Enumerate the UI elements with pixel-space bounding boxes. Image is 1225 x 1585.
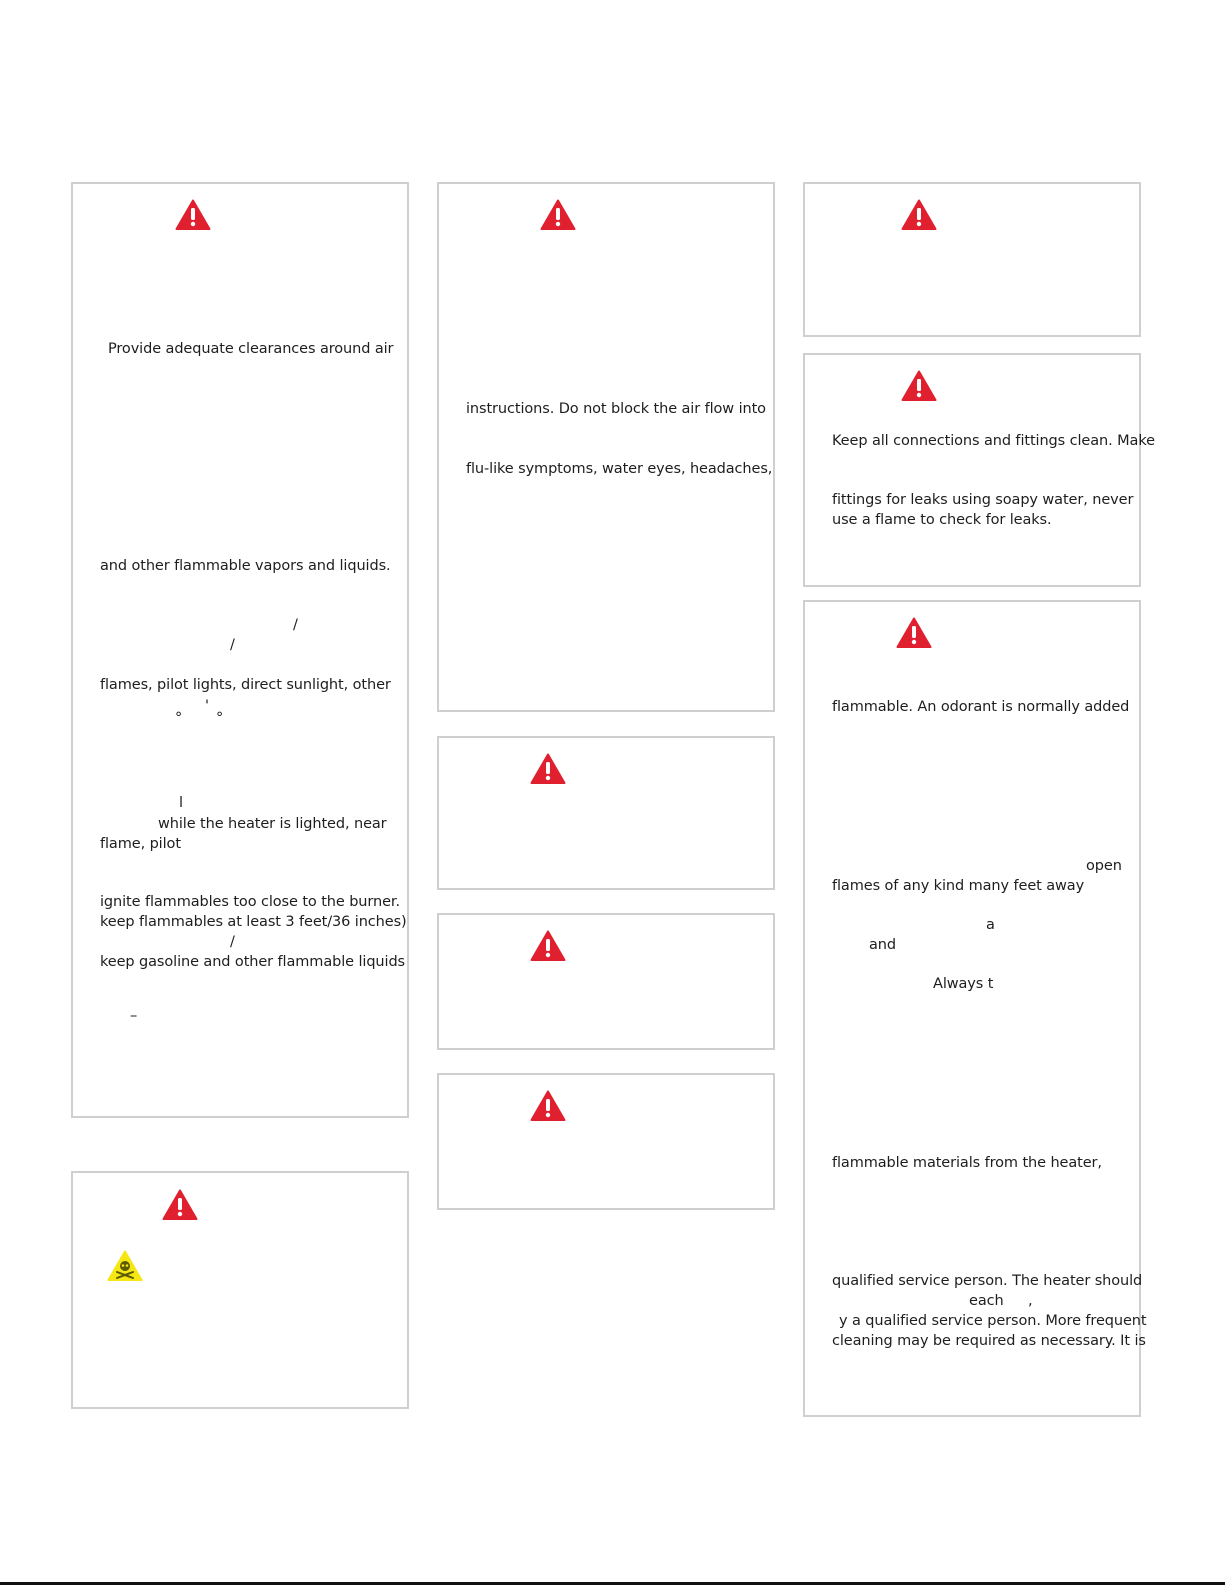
text-fragment: ° — [216, 710, 224, 726]
text-fragment: a — [986, 917, 995, 933]
text-fragment: l — [179, 795, 183, 811]
warning-box-col1-2 — [71, 1171, 409, 1409]
text-line: y a qualified service person. More frequent — [839, 1313, 1147, 1329]
warning-triangle-icon — [530, 1090, 566, 1122]
text-fragment: ' — [205, 698, 209, 714]
text-fragment: – — [130, 1008, 138, 1024]
text-fragment: / — [230, 934, 235, 950]
text-line: flame, pilot — [100, 836, 181, 852]
warning-triangle-icon — [540, 199, 576, 231]
warning-triangle-icon — [162, 1189, 198, 1221]
warning-box-col3-3 — [803, 600, 1147, 1417]
warning-triangle-icon — [530, 930, 566, 962]
text-line: keep flammables at least 3 feet/36 inches) — [100, 914, 407, 930]
text-line: qualified service person. The heater should — [832, 1273, 1143, 1289]
text-fragment: each — [969, 1293, 1004, 1309]
text-fragment: Always t — [933, 976, 994, 992]
text-fragment: open — [1086, 858, 1122, 874]
warning-box-col2-4 — [437, 1073, 775, 1210]
warning-triangle-icon — [530, 753, 566, 785]
text-fragment: , — [1028, 1293, 1033, 1309]
text-fragment: / — [230, 637, 235, 653]
warning-triangle-icon — [896, 617, 932, 649]
text-line: while the heater is lighted, near — [158, 816, 387, 832]
text-line: Keep all connections and fittings clean. Make — [832, 433, 1155, 449]
warning-box-col3-2 — [803, 353, 1155, 587]
text-line: ignite flammables too close to the burner. — [100, 894, 400, 910]
text-line: flammable materials from the heater, — [832, 1155, 1102, 1171]
text-line: use a flame to check for leaks. — [832, 512, 1052, 528]
text-line: flu-like symptoms, water eyes, headaches, — [466, 461, 773, 477]
warning-box-col3-1 — [803, 182, 1141, 337]
warning-box-col2-3 — [437, 913, 775, 1050]
warning-triangle-icon — [901, 199, 937, 231]
text-line: cleaning may be required as necessary. It is — [832, 1333, 1146, 1349]
text-fragment: and — [869, 937, 896, 953]
warning-box-col2-1 — [437, 182, 775, 712]
text-line: instructions. Do not block the air flow into — [466, 401, 766, 417]
text-line: Provide adequate clearances around air — [108, 341, 394, 357]
warning-triangle-icon — [901, 370, 937, 402]
text-line: fittings for leaks using soapy water, never — [832, 492, 1134, 508]
warning-box-col2-2 — [437, 736, 775, 890]
warning-triangle-icon — [175, 199, 211, 231]
text-line: flames of any kind many feet away — [832, 878, 1085, 894]
text-line: keep gasoline and other flammable liquids — [100, 954, 406, 970]
text-line: flames, pilot lights, direct sunlight, other — [100, 677, 391, 693]
text-fragment: / — [293, 617, 298, 633]
text-line: flammable. An odorant is normally added — [832, 699, 1130, 715]
text-fragment: ° — [175, 710, 183, 726]
text-line: and other flammable vapors and liquids. — [100, 558, 391, 574]
skull-crossbones-icon — [107, 1250, 143, 1282]
warning-box-col1-1 — [71, 182, 409, 1118]
